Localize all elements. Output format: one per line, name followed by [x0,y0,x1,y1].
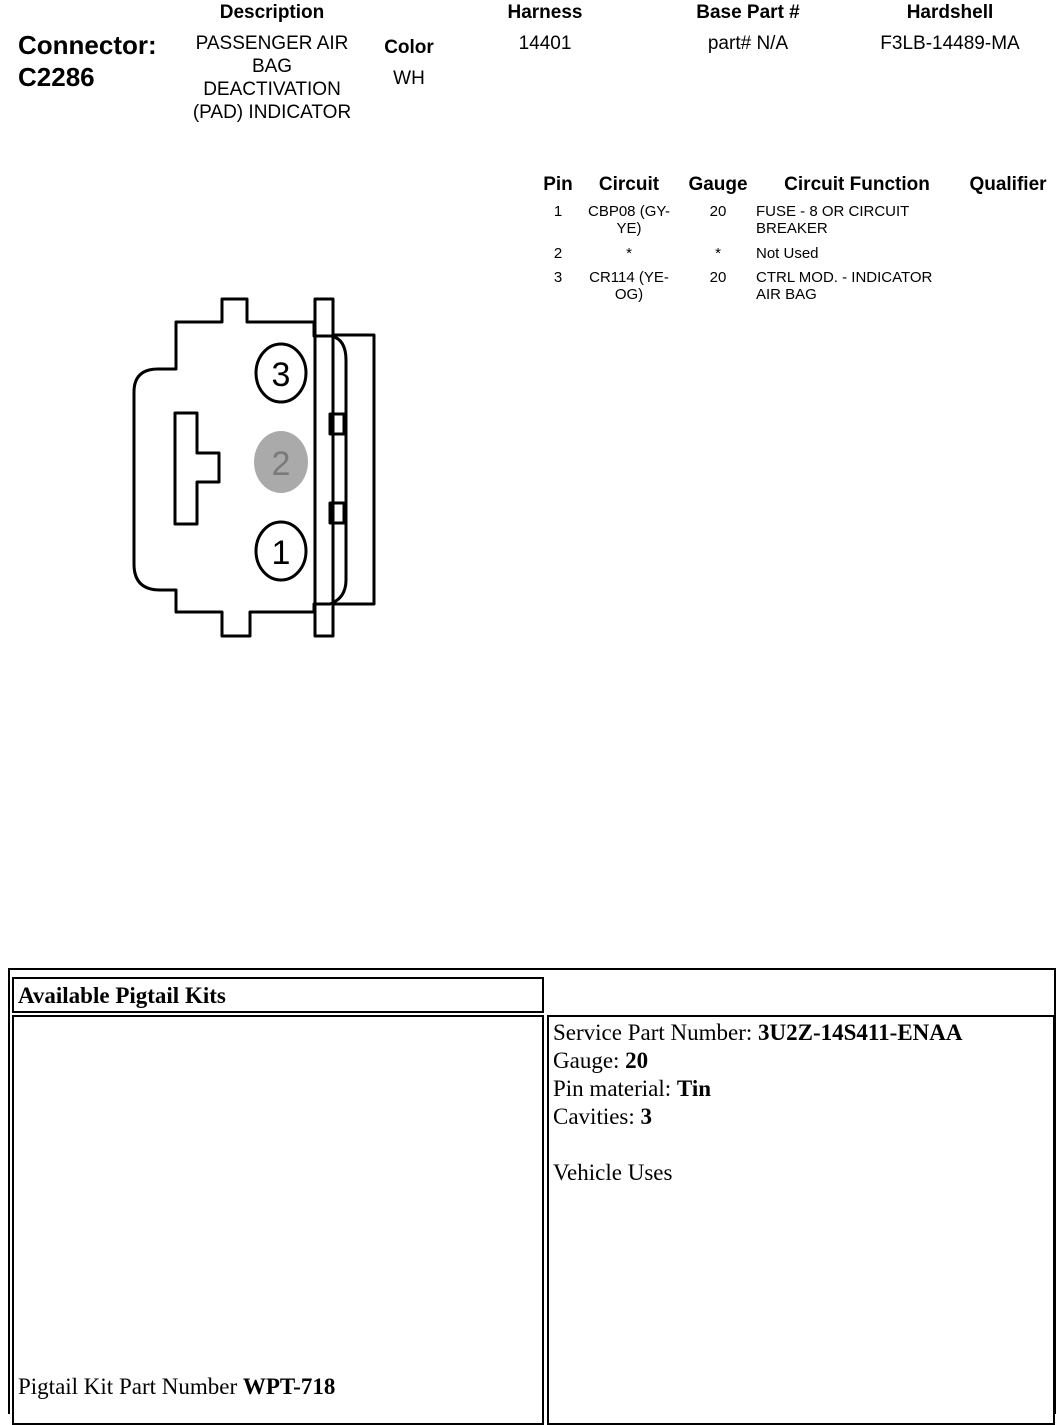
row-circuit [582,203,676,237]
row-gauge: 20 [709,269,727,286]
pin-material-label: Pin material: [553,1076,672,1101]
latch-rail-outer [333,335,374,604]
keying-feature [175,413,219,524]
pin-header: Pin [543,174,573,195]
description-value [172,32,372,124]
function-header: Circuit Function [784,174,930,195]
description-line: PASSENGER AIR [195,33,349,54]
function-line: FUSE - 8 OR CIRCUIT [756,203,910,220]
row-gauge: * [715,245,721,262]
gauge-line [553,1047,963,1075]
row-function [756,203,956,237]
row-pin: 2 [553,245,563,262]
kit-part-label: Pigtail Kit Part Number [18,1374,238,1399]
harness-label: Harness [507,2,583,23]
row-circuit [582,269,676,303]
pin-1-label: 1 [271,534,291,572]
base-part-label: Base Part # [696,2,800,23]
gauge-label: Gauge: [553,1048,620,1073]
circuit-line: CR114 (YE- [589,269,669,286]
row-function [756,269,956,303]
pigtail-title: Available Pigtail Kits [18,983,226,1008]
qualifier-header: Qualifier [969,174,1047,195]
hardshell-value: F3LB-14489-MA [880,33,1020,54]
row-pin: 3 [553,269,563,286]
description-line: (PAD) INDICATOR [192,102,352,123]
pigtail-title-box [12,977,544,1013]
pigtail-details [553,1019,963,1187]
pigtail-kit-box [12,1015,544,1425]
pigtail-details-box [547,1015,1055,1425]
color-label: Color [384,37,434,58]
service-part-line [553,1019,963,1047]
function-line: Not Used [756,245,819,262]
row-gauge: 20 [709,203,727,220]
connector-label: Connector: [18,30,157,60]
description-line: BAG [251,56,293,77]
gauge-value: 20 [625,1048,649,1073]
cavities-label: Cavities: [553,1104,635,1129]
circuit-line: YE) [616,220,642,237]
hardshell-label: Hardshell [906,2,994,23]
gauge-header: Gauge [688,174,748,195]
service-part-label: Service Part Number: [553,1020,753,1045]
pin-3-label: 3 [271,356,291,394]
function-line: BREAKER [756,220,828,237]
harness-value: 14401 [518,33,572,54]
pin-material-value: Tin [676,1076,712,1101]
row-function [756,245,956,262]
circuit-line: OG) [614,286,644,303]
function-line: CTRL MOD. - INDICATOR [756,269,933,286]
cavities-value: 3 [640,1104,653,1129]
pin-material-line [553,1075,963,1103]
description-line: DEACTIVATION [203,79,341,100]
service-part-value: 3U2Z-14S411-ENAA [758,1020,963,1045]
pin-2-label: 2 [271,445,291,483]
connector-face-diagram [120,290,390,650]
kit-part-value: WPT-718 [242,1374,336,1399]
description-label: Description [219,2,325,23]
row-pin: 1 [553,203,563,220]
row-circuit [582,245,676,262]
circuit-header: Circuit [598,174,660,195]
circuit-line: CBP08 (GY- [588,203,670,220]
function-line: AIR BAG [756,286,817,303]
vehicle-uses-label: Vehicle Uses [553,1160,673,1185]
color-value: WH [393,68,425,89]
latch-rail-inner [315,299,333,636]
pigtail-kit-line [18,1373,335,1401]
connector-id: C2286 [18,62,95,92]
circuit-line: * [626,245,632,262]
cavities-line [553,1103,963,1131]
base-part-value: part# N/A [707,33,789,54]
